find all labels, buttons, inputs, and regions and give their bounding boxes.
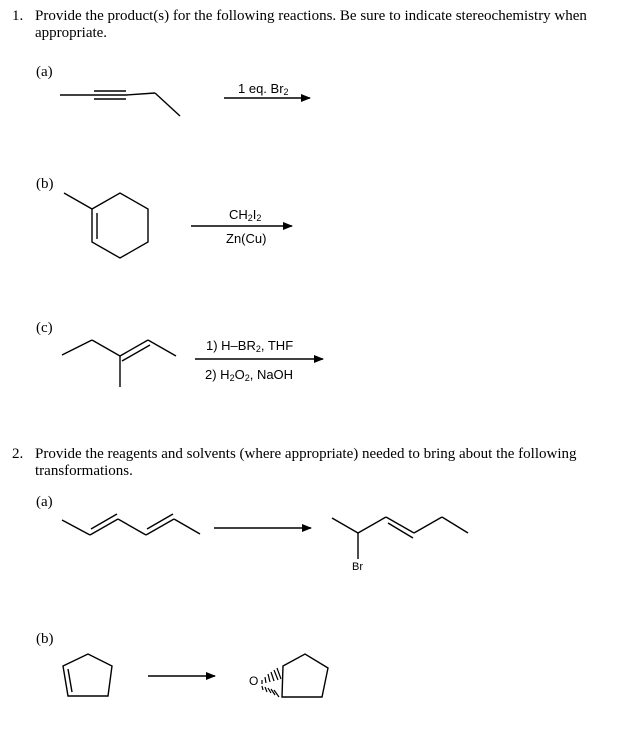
question-text: Provide the product(s) for the following reactions. Be sure to indicate stereochemistry when appropriate. [35, 8, 587, 41]
alkyne-molecule [60, 91, 180, 116]
alkene-molecule [62, 340, 176, 387]
atom-label-o: O [249, 674, 259, 688]
methylcyclohexene-molecule [64, 193, 148, 258]
atom-label-br: Br [352, 561, 363, 573]
reagent-label: 2) $H_2O_2$, NaOH [205, 367, 294, 383]
question-number: 2. [12, 446, 24, 462]
epoxide-molecule [282, 654, 328, 697]
part-label: (b) [36, 631, 54, 647]
reagent-label: $CH_2I_2$ [229, 207, 262, 223]
question-text: Provide the reagents and solvents (where appropriate) needed to bring about the following transformations. [35, 446, 577, 479]
diene-molecule [62, 514, 200, 535]
part-label: (b) [36, 176, 54, 192]
question-number: 1. [12, 8, 24, 24]
part-label: (a) [36, 64, 53, 80]
bromoalkene-molecule [332, 517, 468, 559]
reagent-label: 1) $H-BR_2$, THF [206, 338, 294, 354]
reagent-label: Zn(Cu) [226, 231, 267, 246]
part-label: (c) [36, 320, 53, 336]
cyclopentene-molecule [63, 654, 112, 696]
part-label: (a) [36, 494, 53, 510]
reagent-label: 1 eq. $Br_2$ [238, 81, 289, 97]
hashed-wedge-bonds [262, 668, 281, 697]
